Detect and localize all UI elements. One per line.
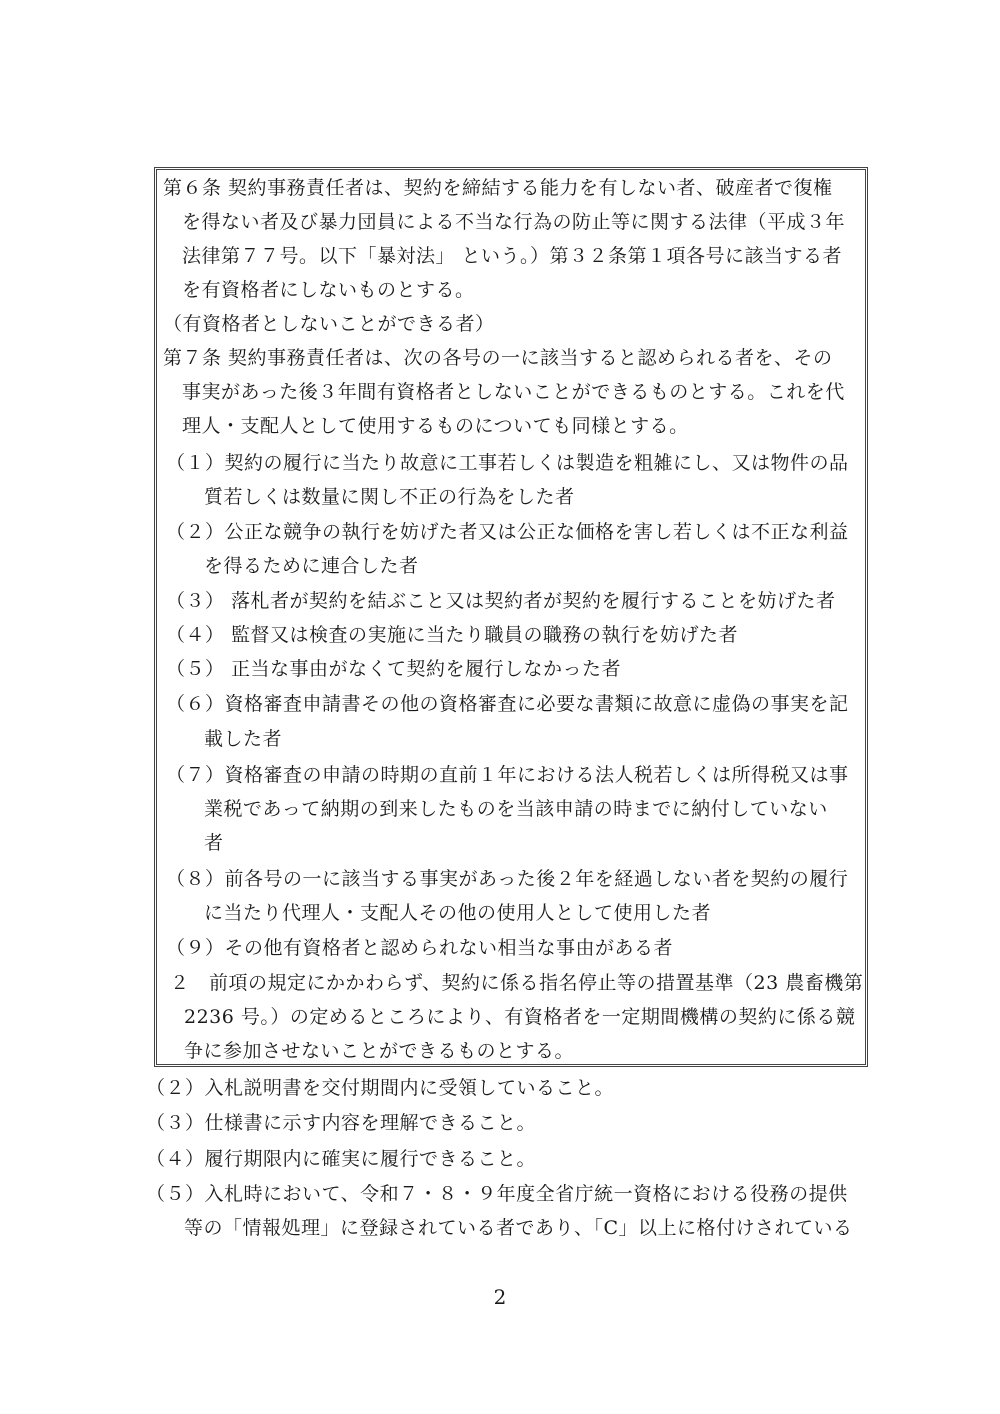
list-item: （６）資格審査申請書その他の資格審査に必要な書類に故意に虚偽の事実を記 [166,693,849,715]
list-item-continuation: に当たり代理人・支配人その他の使用人として使用した者 [204,902,712,924]
list-item: （４） 監督又は検査の実施に当たり職員の職務の執行を妨げた者 [166,624,739,646]
paragraph2-line: 争に参加させないことができるものとする。 [184,1040,575,1062]
list-item-continuation: 質若しくは数量に関し不正の行為をした者 [204,486,575,508]
list-item: （３） 落札者が契約を結ぶこと又は契約者が契約を履行することを妨げた者 [166,590,836,612]
list-item-continuation: 者 [204,832,224,854]
list-item: （５） 正当な事由がなくて契約を履行しなかった者 [166,658,622,680]
list-item-continuation: を得るために連合した者 [204,555,419,577]
list-item: （１）契約の履行に当たり故意に工事若しくは製造を粗雑にし、又は物件の品 [166,452,849,474]
condition-item-continuation: 等の「情報処理」に登録されている者であり、「C」以上に格付けされている [184,1217,853,1239]
paragraph2-line: 2236 号。）の定めるところにより、有資格者を一定期間機構の契約に係る競 [184,1006,856,1028]
article7-line: 理人・支配人として使用するものについても同様とする。 [182,415,689,437]
page-number: 2 [493,1285,507,1309]
list-item: （２）公正な競争の執行を妨げた者又は公正な価格を害し若しくは不正な利益 [166,521,849,543]
list-item: （８）前各号の一に該当する事実があった後２年を経過しない者を契約の履行 [166,868,849,890]
article6-line: を得ない者及び暴力団員による不当な行為の防止等に関する法律（平成３年 [182,211,846,233]
list-item: （７）資格審査の申請の時期の直前１年における法人税若しくは所得税又は事 [166,764,849,786]
paragraph2-line: ２ 前項の規定にかかわらず、契約に係る指名停止等の措置基準（23 農畜機第 [170,972,864,994]
article7-line: 事実があった後３年間有資格者としないことができるものとする。これを代 [182,381,845,403]
list-item: （９）その他有資格者と認められない相当な事由がある者 [166,937,674,959]
article7-line: 第７条 契約事務責任者は、次の各号の一に該当すると認められる者を、その [163,347,833,369]
condition-item: （３）仕様書に示す内容を理解できること。 [146,1112,537,1134]
condition-item: （５）入札時において、令和７・８・９年度全省庁統一資格における役務の提供 [146,1183,848,1205]
condition-item: （４）履行期限内に確実に履行できること。 [146,1148,537,1170]
list-item-continuation: 載した者 [204,728,283,750]
article6-line: 法律第７７号。以下「暴対法」 という。）第３２条第１項各号に該当する者 [182,245,843,267]
article-heading: （有資格者としないことができる者） [163,313,495,335]
article6-line: を有資格者にしないものとする。 [182,279,475,301]
article6-line: 第６条 契約事務責任者は、契約を締結する能力を有しない者、破産者で復権 [163,177,833,199]
list-item-continuation: 業税であって納期の到来したものを当該申請の時までに納付していない [204,798,828,820]
condition-item: （２）入札説明書を交付期間内に受領していること。 [146,1077,615,1099]
